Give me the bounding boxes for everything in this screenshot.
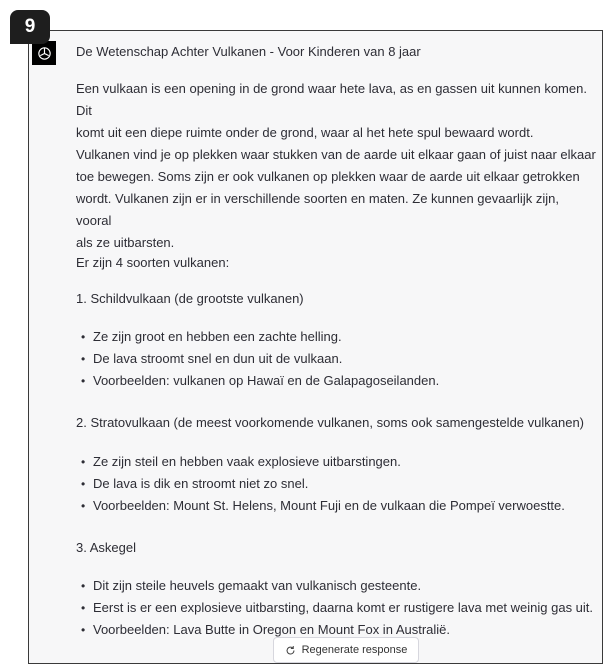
paragraph-line: Er zijn 4 soorten vulkanen: [76,255,230,270]
list-item: • Dit zijn steile heuvels gemaakt van vulkanisch gesteente. [76,575,596,597]
list-heading: 1. Schildvulkaan (de grootste vulkanen) [76,291,304,306]
refresh-icon [285,645,296,656]
openai-logo-icon [36,45,53,62]
conversation-title: De Wetenschap Achter Vulkanen - Voor Kinderen van 8 jaar [76,44,421,59]
assistant-avatar [32,41,56,65]
list-item: • Eerst is er een explosieve uitbarsting, daarna komt er rustigere lava met weinig gas uit. [76,597,596,619]
regenerate-response-button[interactable] [273,637,419,663]
paragraph-line: wordt. Vulkanen zijn er in verschillende soorten en maten. Ze kunnen gevaarlijk zijn, vooral [76,191,559,228]
list-item: • Voorbeelden: vulkanen op Hawaï en de Galapagoseilanden. [76,370,596,392]
list-item: • De lava is dik en stroomt niet zo snel. [76,473,596,495]
paragraph-line: Een vulkaan is een opening in de grond waar hete lava, as en gassen uit kunnen komen. Dit [76,81,587,118]
list-heading: 2. Stratovulkaan (de meest voorkomende vulkanen, soms ook samengestelde vulkanen) [76,415,585,430]
regenerate-label: Regenerate response [301,644,408,656]
list-item: • Voorbeelden: Lava Butte in Oregon en Mount Fox in Australië. [76,619,596,641]
paragraph-line: Vulkanen vind je op plekken waar stukken van de aarde uit elkaar gaan of juist naar elkaar [76,147,596,162]
paragraph-line: komt uit een diepe ruimte onder de grond, waar al het hete spul bewaard wordt. [76,125,534,140]
list-item: • De lava stroomt snel en dun uit de vulkaan. [76,348,596,370]
list-item: • Ze zijn steil en hebben vaak explosieve uitbarstingen. [76,451,596,473]
paragraph-line: als ze uitbarsten. [76,235,175,250]
list-item: • Voorbeelden: Mount St. Helens, Mount Fuji en de vulkaan die Pompeï verwoestte. [76,495,596,517]
list-heading: 3. Askegel [76,540,136,555]
step-badge: 9 [10,10,50,44]
paragraph-line: toe bewegen. Soms zijn er ook vulkanen op plekken waar de aarde uit elkaar getrokken [76,169,580,184]
list-item: • Ze zijn groot en hebben een zachte helling. [76,326,596,348]
